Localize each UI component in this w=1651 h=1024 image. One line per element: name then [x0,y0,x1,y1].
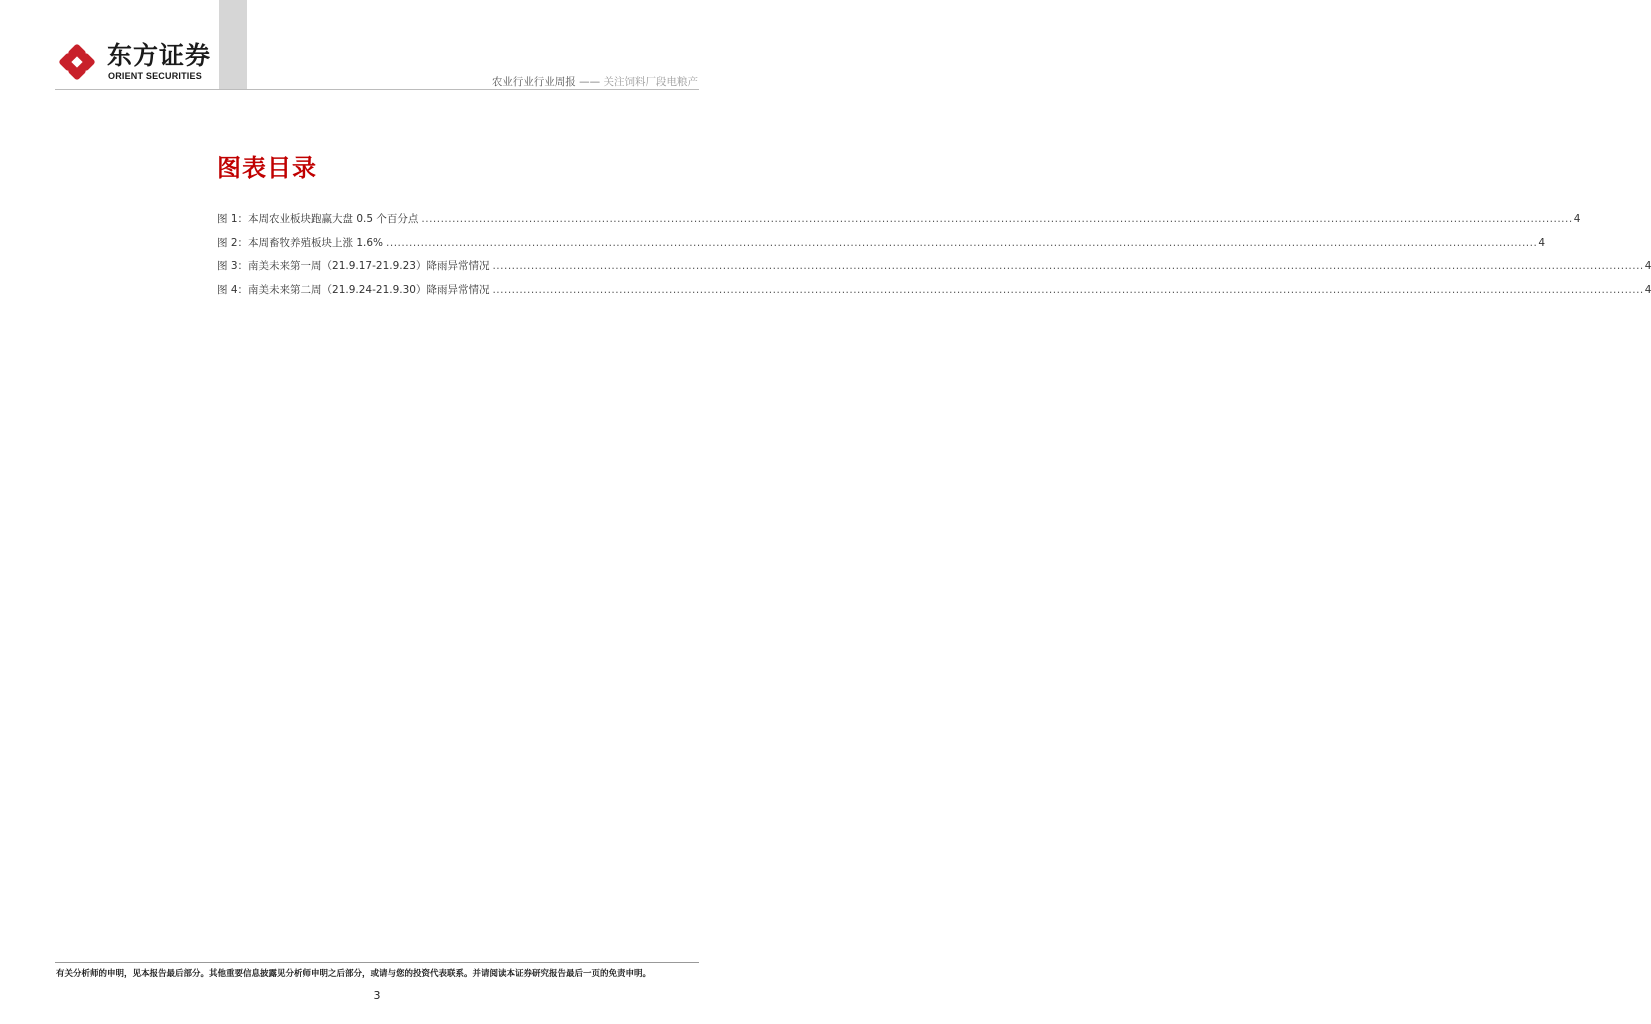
logo-name-en: ORIENT SECURITIES [108,71,202,81]
toc-entry-page: 4 [1573,213,1581,225]
toc-leader-dots: ............................................................................................................................................................................................................................................................................................................ [492,284,1644,297]
report-topic: 关注饲料厂段电粮产 [603,76,698,88]
footer-disclaimer: 有关分析师的申明，见本报告最后部分。其他重要信息披露见分析师申明之后部分，或请与您的投资代表联系。并请阅读本证券研究报告最后一页的免责申明。 [56,969,652,979]
orient-securities-logo-icon [55,40,99,84]
toc-entry[interactable] [217,282,1651,306]
toc-title: 图表目录 [217,154,317,182]
report-header [492,74,698,89]
toc-entry-page: 4 [1644,260,1651,273]
header-divider [55,89,699,90]
toc-entry[interactable] [217,235,1546,259]
toc-entry-label: 图 1：本周农业板块跑赢大盘 0.5 个百分点 [217,213,419,225]
toc-entry-page: 4 [1538,236,1546,249]
toc-entry[interactable] [217,211,1581,235]
toc-leader-dots: ............................................................................................................................................................................................................................................................................................................ [386,236,1538,249]
footer-divider [55,962,699,963]
page-number: 3 [373,989,381,1002]
header-decoration-tab [219,0,247,89]
toc-entry-label: 图 2：本周畜牧养殖板块上涨 1.6% [217,236,384,249]
table-of-figures [217,211,1651,306]
toc-entry-page: 4 [1644,284,1651,297]
toc-leader-dots: ............................................................................................................................................................................................................................................................................................................ [421,213,1573,225]
toc-leader-dots: ............................................................................................................................................................................................................................................................................................................ [492,260,1644,273]
toc-entry-label: 图 4：南美未来第二周（21.9.24-21.9.30）降雨异常情况 [217,284,490,297]
company-logo [55,40,215,84]
report-type: 农业行业行业周报 [491,76,576,88]
header-separator: —— [579,76,601,88]
toc-entry[interactable] [217,258,1651,282]
logo-name-cn: 东方证券 [107,41,212,70]
toc-entry-label: 图 3：南美未来第一周（21.9.17-21.9.23）降雨异常情况 [217,260,490,273]
